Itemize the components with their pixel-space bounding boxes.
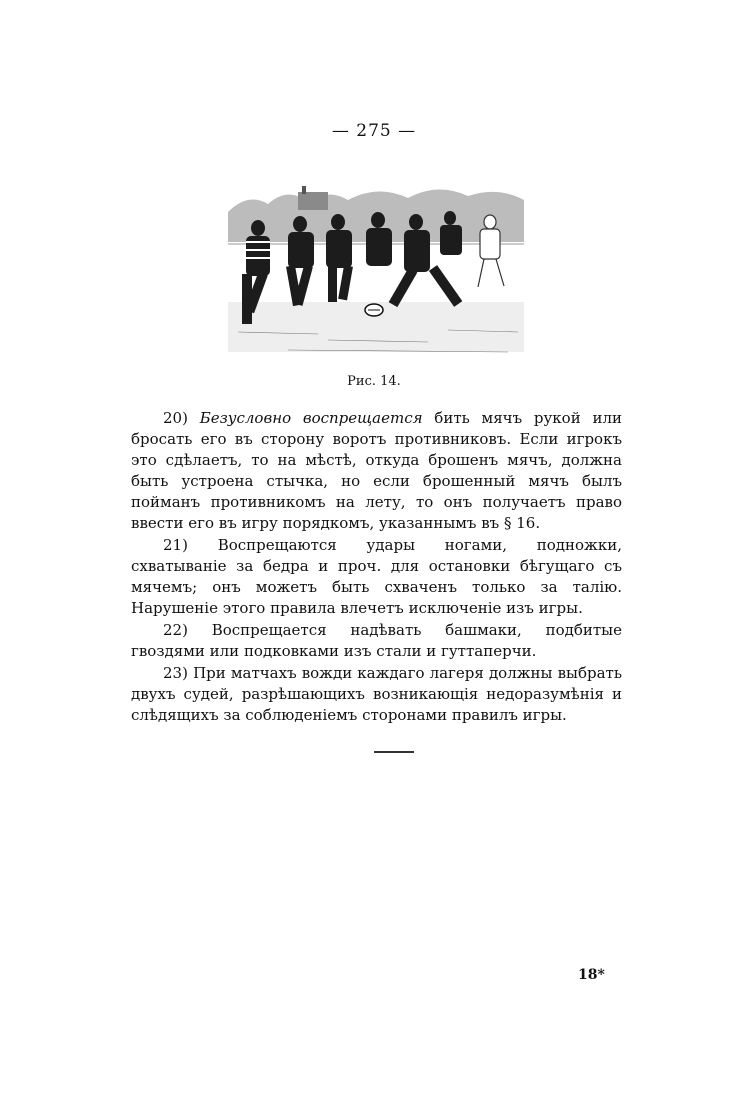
rule-number: 21) (163, 536, 188, 554)
page-number: — 275 — (331, 121, 417, 141)
rule-text: Воспрещаются удары ногами, подножки, схватываніе за бедра и проч. для остановки бѣгущаго съ мячемъ; онъ можетъ быть схваченъ только за талію. Нарушеніе этого правила влечетъ исключеніе изъ игры. (131, 536, 622, 617)
rules-text (131, 408, 622, 727)
rule-emphasis: Безусловно воспрещается (199, 409, 423, 427)
rule-paragraph-22 (131, 620, 622, 662)
rule-text: При матчахъ вожди каждаго лагеря должны выбрать двухъ судей, разрѣшающихъ возникающія недоразумѣнія и слѣдящихъ за соблюденіемъ сторонами правилъ игры. (131, 664, 622, 724)
rule-number: 22) (163, 621, 188, 639)
rule-number: 20) (163, 409, 188, 427)
rugby-illustration (228, 182, 524, 362)
section-divider (374, 751, 414, 753)
signature-mark: 18* (578, 967, 605, 983)
figure-caption: Рис. 14. (347, 374, 401, 389)
rule-paragraph-20 (131, 408, 622, 534)
rule-number: 23) (163, 664, 188, 682)
rule-text: бить мячъ рукой или бросать его въ сторону воротъ противниковъ. Если игрокъ это сдѣлаетъ, то на мѣстѣ, откуда брошенъ мячъ, должна быть устроена стычка, но если брошенный мячъ былъ пойманъ противникомъ на лету, то онъ получаетъ право ввести его въ игру порядкомъ, указаннымъ въ § 16. (131, 409, 622, 532)
rule-text: Воспрещается надѣвать башмаки, подбитые гвоздями или подковками изъ стали и гуттаперчи. (131, 621, 622, 660)
rule-paragraph-23 (131, 663, 622, 726)
rugby-players-illustration-icon (228, 182, 524, 362)
rule-paragraph-21 (131, 535, 622, 619)
